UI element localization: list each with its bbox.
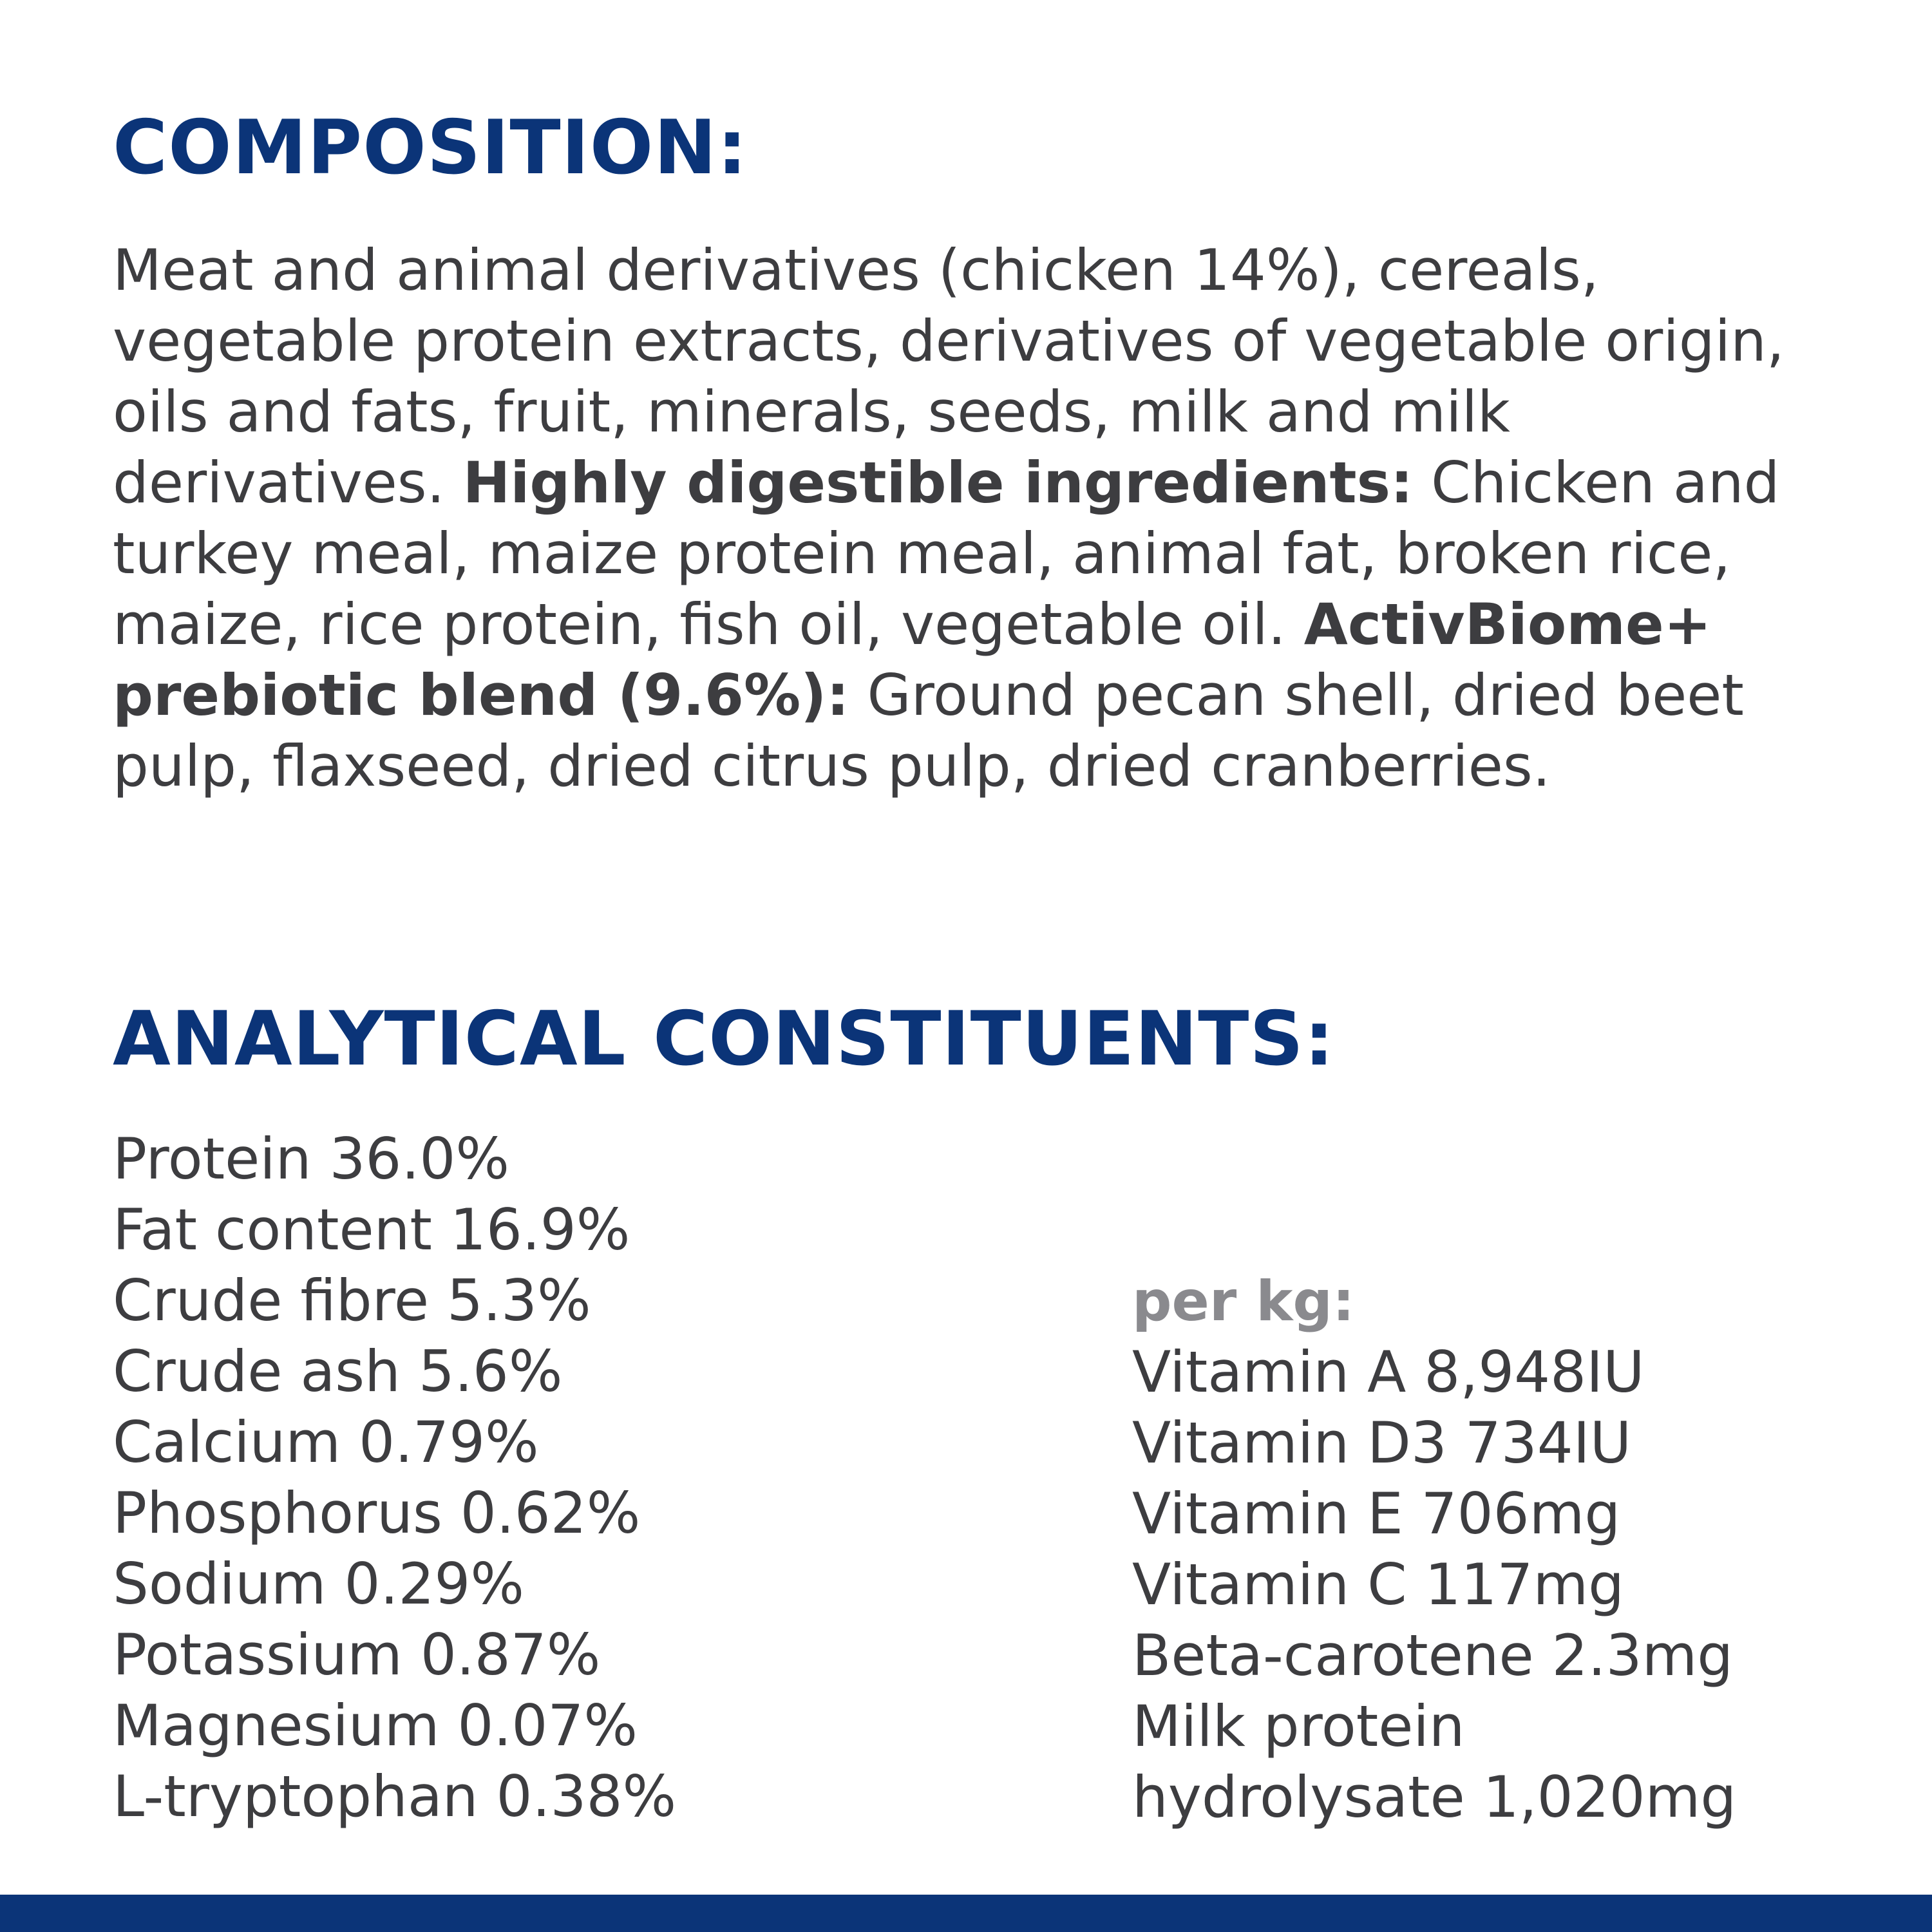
per-kg-item: Vitamin C 117mg: [1132, 1551, 1625, 1618]
constituent-item: Phosphorus 0.62%: [113, 1480, 641, 1546]
constituent-item: Crude fibre 5.3%: [113, 1267, 591, 1334]
constituent-item: Magnesium 0.07%: [113, 1692, 638, 1759]
footer-bar: [0, 1895, 1932, 1932]
composition-part-1: Meat and animal derivatives (chicken 14%), cereals, vegetable protein extracts, derivatives of vegetable origin, oils and fats, fruit, minerals, seeds, milk and milk derivatives.: [113, 237, 1785, 516]
per-kg-section: [1132, 1266, 1736, 1833]
per-kg-item: hydrolysate 1,020mg: [1132, 1764, 1737, 1830]
composition-heading: COMPOSITION:: [113, 104, 748, 191]
per-kg-list: [1132, 1337, 1736, 1833]
constituents-list: [113, 1124, 676, 1832]
composition-bold-activbiome: ActivBiome+ prebiotic blend (9.6%):: [113, 591, 1712, 728]
constituent-item: L-tryptophan 0.38%: [113, 1763, 677, 1830]
per-kg-item: Vitamin D3 734IU: [1132, 1410, 1632, 1476]
analytical-constituents-heading: ANALYTICAL CONSTITUENTS:: [113, 996, 1335, 1083]
constituent-item: Sodium 0.29%: [113, 1551, 525, 1617]
composition-part-3: Ground pecan shell, dried beet pulp, flaxseed, dried citrus pulp, dried cranberries.: [113, 662, 1744, 799]
per-kg-label: per kg:: [1132, 1269, 1355, 1334]
per-kg-item: Beta-carotene 2.3mg: [1132, 1622, 1734, 1689]
composition-part-2: Chicken and turkey meal, maize protein meal, animal fat, broken rice, maize, rice protein, fish oil, vegetable oil.: [113, 450, 1780, 658]
constituent-item: Potassium 0.87%: [113, 1622, 601, 1688]
constituent-item: Fat content 16.9%: [113, 1197, 630, 1263]
per-kg-item: Vitamin E 706mg: [1132, 1481, 1621, 1547]
per-kg-item: Milk protein: [1132, 1693, 1465, 1759]
constituent-item: Crude ash 5.6%: [113, 1338, 563, 1405]
constituent-item: Protein 36.0%: [113, 1126, 509, 1192]
composition-bold-highly-digestible: Highly digestible ingredients:: [462, 450, 1414, 516]
per-kg-item: Vitamin A 8,948IU: [1132, 1339, 1645, 1405]
composition-text: [113, 235, 1852, 802]
constituent-item: Calcium 0.79%: [113, 1409, 539, 1475]
